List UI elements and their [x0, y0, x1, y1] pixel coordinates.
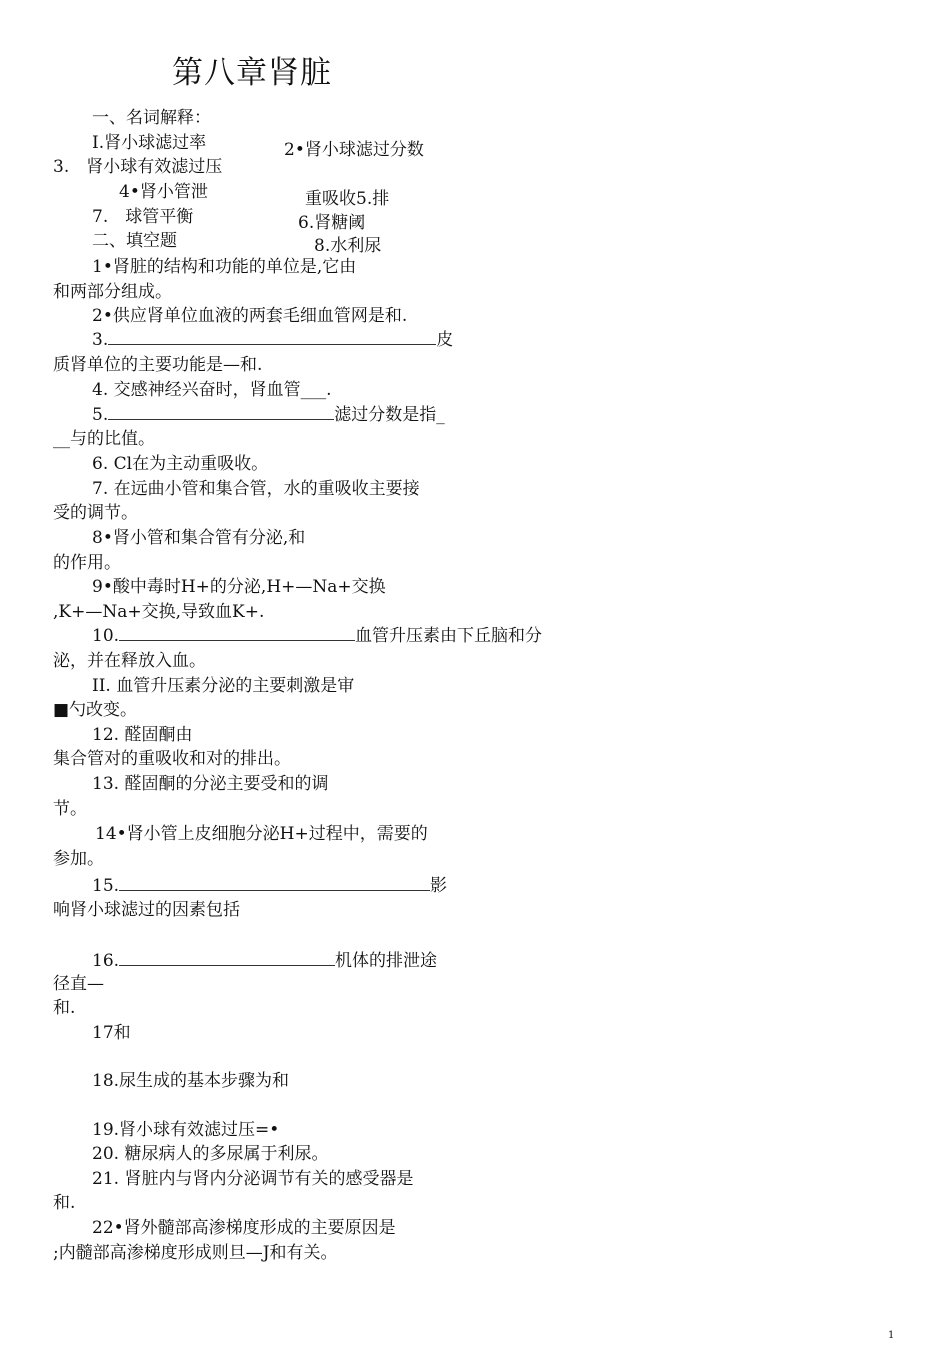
question-15-line-2: 响肾小球滤过的因素包括: [53, 900, 240, 920]
question-10-line-1: [92, 626, 542, 646]
question-1-line-1: 1•肾脏的结构和功能的单位是,它由: [92, 257, 357, 277]
term-1: I.肾小球滤过率: [92, 133, 207, 153]
question-1-line-2: 和两部分组成。: [53, 282, 172, 302]
question-16-line-2: 径直—: [53, 974, 104, 994]
question-15-line-1: [92, 876, 447, 896]
question-9-line-1: 9•酸中毒时H+的分泌,H+—Na+交换: [92, 577, 386, 597]
question-10-tail: 血管升压素由下丘脑和分: [355, 626, 543, 646]
term-5: 重吸收5.排: [305, 189, 390, 209]
question-3-tail: 皮: [436, 330, 454, 350]
question-8-line-2: 的作用。: [53, 553, 121, 573]
question-3-line-2: 质肾单位的主要功能是—和.: [53, 355, 263, 375]
question-2: 2•供应肾单位血液的两套毛细血管网是和.: [92, 306, 408, 326]
question-10-number: 10.: [92, 626, 120, 646]
question-5-number: 5.: [92, 405, 109, 425]
question-16-line-1: [92, 951, 437, 971]
section-heading-fill: 二、填空题: [92, 231, 177, 251]
answer-blank: [108, 330, 436, 345]
question-21-line-1: 21. 肾脏内与肾内分泌调节有关的感受器是: [92, 1169, 414, 1189]
question-14-line-1: 14•肾小管上皮细胞分泌H+过程中，需要的: [95, 824, 428, 844]
question-8-line-1: 8•肾小管和集合管有分泌,和: [92, 528, 306, 548]
question-7-line-1: 7. 在远曲小管和集合管，水的重吸收主要接: [92, 479, 420, 499]
question-20: 20. 糖尿病人的多尿属于利尿。: [92, 1144, 329, 1164]
question-6: 6. Cl在为主动重吸收。: [92, 454, 269, 474]
question-5-line-2: __与的比值。: [53, 429, 155, 449]
term-8: 8.水利尿: [314, 236, 382, 256]
question-12-line-2: 集合管对的重吸收和对的排出。: [53, 749, 291, 769]
page-number: 1: [888, 1330, 895, 1341]
question-18: 18.尿生成的基本步骤为和: [92, 1071, 290, 1091]
question-13-line-1: 13. 醛固酮的分泌主要受和的调: [92, 774, 329, 794]
question-16-number: 16.: [92, 951, 120, 971]
section-heading-terms: 一、名词解释：: [92, 108, 211, 128]
term-2: 2•肾小球滤过分数: [284, 140, 424, 160]
page-title: 第八章肾脏: [172, 55, 332, 91]
question-11-line-1: II. 血管升压素分泌的主要刺激是审: [92, 676, 355, 696]
term-6: 6.肾糖阈: [298, 213, 366, 233]
question-7-line-2: 受的调节。: [53, 503, 138, 523]
question-12-line-1: 12. 醛固酮由: [92, 725, 193, 745]
question-16-tail: 机体的排泄途: [335, 951, 438, 971]
answer-blank: [119, 626, 355, 641]
question-22-line-2: ;内髓部高渗梯度形成则旦—J和有关。: [53, 1243, 338, 1263]
question-14-line-2: 参加。: [53, 849, 104, 869]
question-13-line-2: 节。: [53, 799, 87, 819]
question-3-number: 3.: [92, 330, 109, 350]
question-16-line-3: 和.: [53, 998, 76, 1018]
question-9-line-2: ,K+—Na+交换,导致血K+.: [53, 602, 265, 622]
term-4: 4•肾小管泄: [119, 182, 208, 202]
question-17: 17和: [92, 1023, 131, 1043]
question-4: 4. 交感神经兴奋时，肾血管___.: [92, 380, 332, 400]
answer-blank: [119, 951, 335, 966]
question-5-line-1: [92, 405, 445, 425]
question-5-tail: 滤过分数是指_: [334, 405, 445, 425]
answer-blank: [119, 876, 430, 891]
answer-blank: [108, 405, 334, 420]
question-3-line-1: [92, 330, 453, 350]
question-15-tail: 影: [430, 876, 448, 896]
term-7: 7. 球管平衡: [92, 207, 194, 227]
term-3: 3. 肾小球有效滤过压: [53, 157, 223, 177]
question-15-number: 15.: [92, 876, 120, 896]
question-10-line-2: 泌，并在释放入血。: [53, 651, 206, 671]
question-11-line-2: ■勺改变。: [53, 700, 138, 720]
question-19: 19.肾小球有效滤过压=•: [92, 1120, 280, 1140]
question-21-line-2: 和.: [53, 1193, 76, 1213]
question-22-line-1: 22•肾外髓部高渗梯度形成的主要原因是: [92, 1218, 396, 1238]
